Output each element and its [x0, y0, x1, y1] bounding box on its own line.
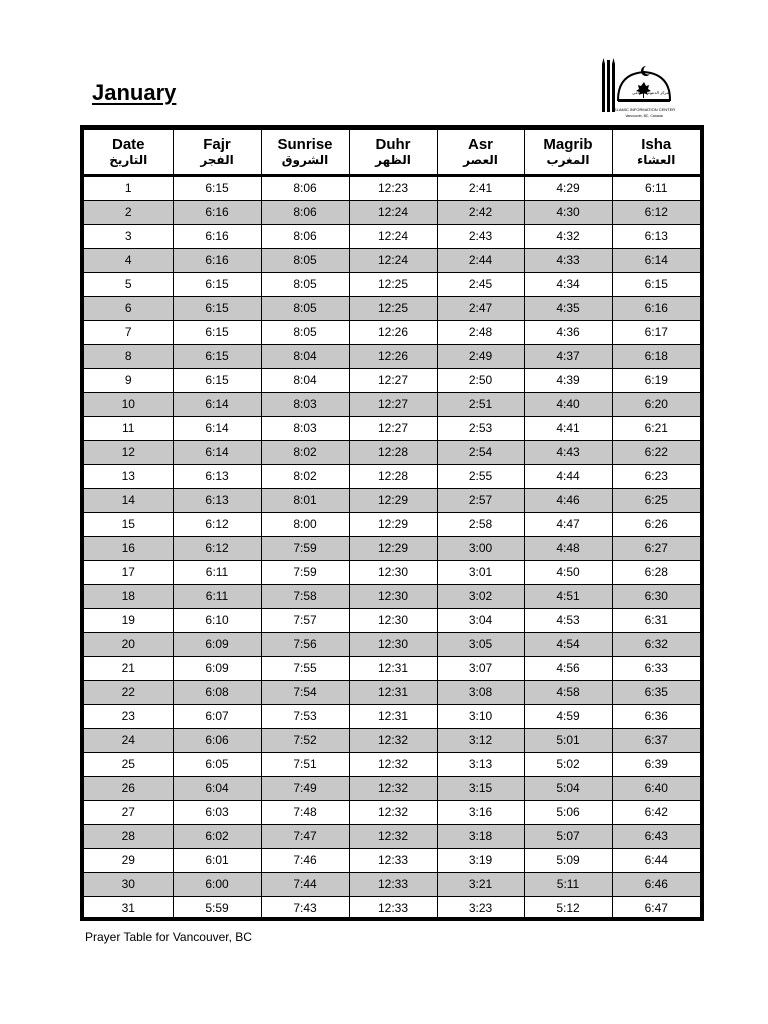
table-cell: 8:06: [261, 225, 349, 249]
table-cell: 4:30: [524, 201, 612, 225]
table-cell: 6:43: [612, 825, 700, 849]
table-cell: 6:16: [612, 297, 700, 321]
table-cell: 13: [84, 465, 173, 489]
table-row: [84, 561, 700, 585]
table-cell: 12:33: [349, 873, 437, 897]
table-cell: 6:09: [173, 633, 261, 657]
table-cell: 6:04: [173, 777, 261, 801]
table-cell: 12:30: [349, 585, 437, 609]
table-cell: 5:04: [524, 777, 612, 801]
column-header-arabic: المغرب: [546, 153, 590, 167]
table-cell: 2:50: [437, 369, 524, 393]
table-cell: 6:22: [612, 441, 700, 465]
table-cell: 12:32: [349, 801, 437, 825]
table-cell: 12:26: [349, 321, 437, 345]
table-cell: 25: [84, 753, 173, 777]
column-header-magrib: [524, 130, 612, 176]
table-cell: 6:06: [173, 729, 261, 753]
table-row: [84, 873, 700, 897]
table-cell: 20: [84, 633, 173, 657]
table-cell: 14: [84, 489, 173, 513]
table-cell: 12:23: [349, 176, 437, 201]
table-cell: 6:15: [173, 273, 261, 297]
table-cell: 12:30: [349, 561, 437, 585]
table-cell: 2:54: [437, 441, 524, 465]
table-cell: 3:10: [437, 705, 524, 729]
table-cell: 12:24: [349, 201, 437, 225]
table-cell: 2:41: [437, 176, 524, 201]
table-cell: 8:06: [261, 176, 349, 201]
column-header-date: [84, 130, 173, 176]
table-cell: 6:18: [612, 345, 700, 369]
table-cell: 6:21: [612, 417, 700, 441]
table-cell: 6:02: [173, 825, 261, 849]
table-row: [84, 849, 700, 873]
table-row: [84, 225, 700, 249]
table-row: [84, 369, 700, 393]
table-cell: 8:03: [261, 393, 349, 417]
table-cell: 2:48: [437, 321, 524, 345]
table-row: [84, 777, 700, 801]
column-header-arabic: الفجر: [200, 153, 234, 167]
table-cell: 6:00: [173, 873, 261, 897]
table-cell: 5:07: [524, 825, 612, 849]
table-header-row: [84, 130, 700, 176]
table-row: [84, 441, 700, 465]
table-cell: 8:00: [261, 513, 349, 537]
table-cell: 4:46: [524, 489, 612, 513]
table-cell: 7:52: [261, 729, 349, 753]
table-cell: 6:44: [612, 849, 700, 873]
table-cell: 12:31: [349, 705, 437, 729]
table-cell: 12: [84, 441, 173, 465]
table-row: [84, 609, 700, 633]
table-cell: 4:44: [524, 465, 612, 489]
table-cell: 6:19: [612, 369, 700, 393]
table-row: [84, 273, 700, 297]
table-cell: 4:35: [524, 297, 612, 321]
column-header-english: Duhr: [375, 136, 411, 153]
table-cell: 3:02: [437, 585, 524, 609]
table-cell: 8:01: [261, 489, 349, 513]
table-cell: 12:29: [349, 489, 437, 513]
table-cell: 6:14: [173, 417, 261, 441]
table-cell: 28: [84, 825, 173, 849]
table-cell: 6:15: [173, 369, 261, 393]
table-cell: 8:06: [261, 201, 349, 225]
footer-caption: Prayer Table for Vancouver, BC: [85, 930, 252, 944]
table-cell: 4:37: [524, 345, 612, 369]
table-cell: 12:27: [349, 369, 437, 393]
table-cell: 8:02: [261, 465, 349, 489]
table-cell: 6:27: [612, 537, 700, 561]
table-cell: 2:47: [437, 297, 524, 321]
table-cell: 2:42: [437, 201, 524, 225]
table-cell: 3:21: [437, 873, 524, 897]
column-header-arabic: الشروق: [281, 153, 329, 167]
table-cell: 2: [84, 201, 173, 225]
table-cell: 12:30: [349, 633, 437, 657]
table-cell: 5:01: [524, 729, 612, 753]
table-cell: 2:51: [437, 393, 524, 417]
table-cell: 6:46: [612, 873, 700, 897]
table-cell: 6:40: [612, 777, 700, 801]
table-cell: 12:24: [349, 225, 437, 249]
table-cell: 7:51: [261, 753, 349, 777]
table-cell: 6:14: [173, 441, 261, 465]
table-cell: 6:32: [612, 633, 700, 657]
table-cell: 12:33: [349, 849, 437, 873]
table-row: [84, 249, 700, 273]
table-cell: 4:47: [524, 513, 612, 537]
logo-caption: ISLAMIC INFORMATION CENTER: [612, 107, 676, 112]
table-cell: 12:28: [349, 441, 437, 465]
table-cell: 6:37: [612, 729, 700, 753]
table-cell: 7:59: [261, 561, 349, 585]
table-cell: 7:54: [261, 681, 349, 705]
table-cell: 3:04: [437, 609, 524, 633]
table-cell: 3:08: [437, 681, 524, 705]
prayer-times-table: [80, 125, 704, 921]
table-cell: 6:05: [173, 753, 261, 777]
table-cell: 7:56: [261, 633, 349, 657]
table-cell: 6:10: [173, 609, 261, 633]
table-cell: 30: [84, 873, 173, 897]
table-cell: 12:28: [349, 465, 437, 489]
logo-arabic-text: مركز الدعوة الإسلامي: [632, 90, 669, 95]
table-row: [84, 801, 700, 825]
table-cell: 12:31: [349, 681, 437, 705]
table-cell: 7:47: [261, 825, 349, 849]
table-cell: 7:49: [261, 777, 349, 801]
table-row: [84, 897, 700, 921]
column-header-arabic: التاريخ: [109, 153, 148, 167]
table-cell: 6:07: [173, 705, 261, 729]
column-header-english: Asr: [467, 136, 493, 153]
column-header-english: Date: [111, 136, 145, 153]
table-cell: 6:15: [173, 345, 261, 369]
table-row: [84, 825, 700, 849]
table-cell: 8:05: [261, 273, 349, 297]
table-row: [84, 729, 700, 753]
table-cell: 12:29: [349, 537, 437, 561]
table-cell: 6:16: [173, 201, 261, 225]
table-cell: 6:11: [173, 585, 261, 609]
table-row: [84, 537, 700, 561]
table-cell: 12:25: [349, 297, 437, 321]
table-cell: 12:27: [349, 417, 437, 441]
page-title: January: [92, 80, 177, 105]
table-cell: 7:43: [261, 897, 349, 921]
table-cell: 6:33: [612, 657, 700, 681]
table-cell: 6:12: [173, 537, 261, 561]
table-cell: 6:42: [612, 801, 700, 825]
table-cell: 6:35: [612, 681, 700, 705]
table-cell: 4:41: [524, 417, 612, 441]
table-cell: 27: [84, 801, 173, 825]
table-cell: 7: [84, 321, 173, 345]
table-cell: 4:34: [524, 273, 612, 297]
table-cell: 6:36: [612, 705, 700, 729]
table-cell: 6: [84, 297, 173, 321]
table-cell: 6:39: [612, 753, 700, 777]
table-row: [84, 321, 700, 345]
table-cell: 4:40: [524, 393, 612, 417]
column-header-fajr: [173, 130, 261, 176]
table-cell: 4:48: [524, 537, 612, 561]
table-cell: 5:02: [524, 753, 612, 777]
table-cell: 6:08: [173, 681, 261, 705]
table-cell: 3:00: [437, 537, 524, 561]
table-cell: 19: [84, 609, 173, 633]
table-row: [84, 657, 700, 681]
table-cell: 3:19: [437, 849, 524, 873]
table-cell: 4:53: [524, 609, 612, 633]
table-cell: 6:14: [612, 249, 700, 273]
table-cell: 4:33: [524, 249, 612, 273]
table-cell: 8:05: [261, 321, 349, 345]
column-header-english: Sunrise: [277, 136, 333, 153]
table-cell: 12:26: [349, 345, 437, 369]
table-cell: 26: [84, 777, 173, 801]
table-cell: 6:16: [173, 225, 261, 249]
table-cell: 4:56: [524, 657, 612, 681]
table-cell: 8:02: [261, 441, 349, 465]
table-cell: 5:11: [524, 873, 612, 897]
table-cell: 4:39: [524, 369, 612, 393]
table-cell: 6:12: [173, 513, 261, 537]
table-cell: 4:54: [524, 633, 612, 657]
table-row: [84, 297, 700, 321]
column-header-duhr: [349, 130, 437, 176]
table-cell: 6:15: [173, 297, 261, 321]
table-cell: 5:59: [173, 897, 261, 921]
table-cell: 16: [84, 537, 173, 561]
table-cell: 6:28: [612, 561, 700, 585]
table-cell: 5: [84, 273, 173, 297]
table-cell: 4:51: [524, 585, 612, 609]
table-cell: 8:05: [261, 297, 349, 321]
table-cell: 6:20: [612, 393, 700, 417]
table-row: [84, 345, 700, 369]
table-cell: 6:30: [612, 585, 700, 609]
table-cell: 6:12: [612, 201, 700, 225]
table-cell: 31: [84, 897, 173, 921]
table-cell: 15: [84, 513, 173, 537]
table-cell: 7:59: [261, 537, 349, 561]
table-cell: 6:13: [173, 489, 261, 513]
table-cell: 12:32: [349, 753, 437, 777]
table-cell: 3:13: [437, 753, 524, 777]
table-cell: 7:57: [261, 609, 349, 633]
table-cell: 4: [84, 249, 173, 273]
column-header-english: Magrib: [543, 136, 593, 153]
table-cell: 6:14: [173, 393, 261, 417]
table-cell: 6:11: [173, 561, 261, 585]
table-cell: 2:58: [437, 513, 524, 537]
table-cell: 2:45: [437, 273, 524, 297]
table-cell: 5:06: [524, 801, 612, 825]
table-cell: 6:13: [612, 225, 700, 249]
table-cell: 12:30: [349, 609, 437, 633]
table-row: [84, 633, 700, 657]
table-cell: 3: [84, 225, 173, 249]
table-cell: 12:29: [349, 513, 437, 537]
table-cell: 6:01: [173, 849, 261, 873]
table-cell: 8:04: [261, 369, 349, 393]
table-cell: 4:32: [524, 225, 612, 249]
table-cell: 7:46: [261, 849, 349, 873]
table-row: [84, 465, 700, 489]
table-cell: 7:44: [261, 873, 349, 897]
table-cell: 12:25: [349, 273, 437, 297]
table-cell: 2:49: [437, 345, 524, 369]
table-cell: 7:48: [261, 801, 349, 825]
table-cell: 8:03: [261, 417, 349, 441]
table-cell: 2:53: [437, 417, 524, 441]
table-cell: 6:13: [173, 465, 261, 489]
column-header-sunrise: [261, 130, 349, 176]
table-cell: 6:17: [612, 321, 700, 345]
table-cell: 7:58: [261, 585, 349, 609]
table-cell: 6:26: [612, 513, 700, 537]
table-cell: 10: [84, 393, 173, 417]
table-cell: 4:58: [524, 681, 612, 705]
table-row: [84, 705, 700, 729]
column-header-isha: [612, 130, 700, 176]
table-cell: 12:32: [349, 777, 437, 801]
table-cell: 6:15: [173, 321, 261, 345]
table-cell: 3:12: [437, 729, 524, 753]
logo-location: Vancouver, BC, Canada: [625, 114, 663, 118]
table-cell: 4:29: [524, 176, 612, 201]
table-cell: 6:15: [612, 273, 700, 297]
table-cell: 2:44: [437, 249, 524, 273]
table-cell: 8:05: [261, 249, 349, 273]
table-row: [84, 513, 700, 537]
table-cell: 3:07: [437, 657, 524, 681]
column-header-arabic: الظهر: [375, 153, 411, 167]
table-cell: 2:43: [437, 225, 524, 249]
table-cell: 17: [84, 561, 173, 585]
islamic-center-logo: [598, 56, 678, 122]
table-cell: 4:59: [524, 705, 612, 729]
column-header-english: Fajr: [203, 136, 231, 153]
table-cell: 7:53: [261, 705, 349, 729]
table-cell: 4:36: [524, 321, 612, 345]
table-cell: 6:47: [612, 897, 700, 921]
table-cell: 3:05: [437, 633, 524, 657]
table-cell: 8:04: [261, 345, 349, 369]
table-cell: 18: [84, 585, 173, 609]
table-row: [84, 681, 700, 705]
table-cell: 3:15: [437, 777, 524, 801]
table-cell: 8: [84, 345, 173, 369]
table-cell: 2:57: [437, 489, 524, 513]
table-cell: 21: [84, 657, 173, 681]
table-row: [84, 489, 700, 513]
column-header-arabic: العصر: [463, 153, 498, 167]
table-cell: 22: [84, 681, 173, 705]
table-cell: 7:55: [261, 657, 349, 681]
table-cell: 3:23: [437, 897, 524, 921]
table-cell: 6:03: [173, 801, 261, 825]
column-header-english: Isha: [641, 136, 672, 153]
table-cell: 11: [84, 417, 173, 441]
table-cell: 12:24: [349, 249, 437, 273]
table-row: [84, 393, 700, 417]
column-header-asr: [437, 130, 524, 176]
table-cell: 6:09: [173, 657, 261, 681]
table-cell: 3:18: [437, 825, 524, 849]
table-cell: 12:33: [349, 897, 437, 921]
table-cell: 5:09: [524, 849, 612, 873]
table-cell: 6:11: [612, 176, 700, 201]
table-cell: 12:31: [349, 657, 437, 681]
table-cell: 9: [84, 369, 173, 393]
table-row: [84, 176, 700, 201]
table-cell: 3:01: [437, 561, 524, 585]
table-cell: 23: [84, 705, 173, 729]
table-cell: 29: [84, 849, 173, 873]
table-row: [84, 585, 700, 609]
table-cell: 12:27: [349, 393, 437, 417]
table-cell: 2:55: [437, 465, 524, 489]
table-cell: 6:16: [173, 249, 261, 273]
table-cell: 5:12: [524, 897, 612, 921]
table-cell: 24: [84, 729, 173, 753]
table-cell: 6:25: [612, 489, 700, 513]
table-cell: 3:16: [437, 801, 524, 825]
table-cell: 6:23: [612, 465, 700, 489]
table-cell: 4:50: [524, 561, 612, 585]
table-row: [84, 201, 700, 225]
table-row: [84, 753, 700, 777]
table-cell: 1: [84, 176, 173, 201]
table-cell: 12:32: [349, 729, 437, 753]
table-cell: 6:15: [173, 176, 261, 201]
table-row: [84, 417, 700, 441]
table-cell: 4:43: [524, 441, 612, 465]
table-cell: 12:32: [349, 825, 437, 849]
table-cell: 6:31: [612, 609, 700, 633]
column-header-arabic: العشاء: [637, 153, 676, 167]
